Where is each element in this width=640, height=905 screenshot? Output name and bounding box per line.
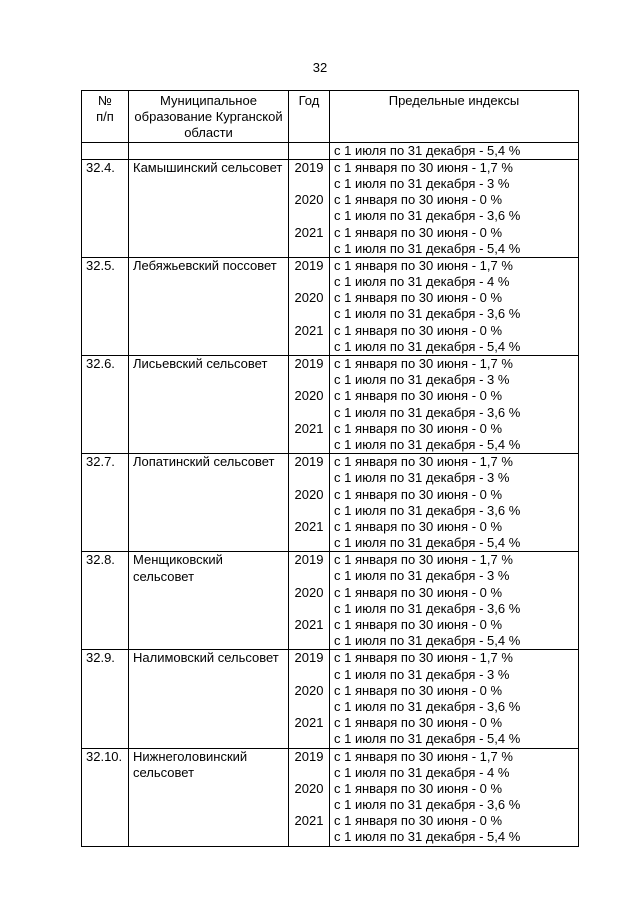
table-row (82, 748, 579, 846)
cell-year (289, 748, 330, 846)
year-line (293, 372, 325, 388)
cell-indices (330, 159, 579, 257)
cell-indices (330, 454, 579, 552)
year-line: 2020 (294, 780, 324, 796)
index-line: с 1 июля по 31 декабря - 3,6 % (334, 797, 521, 813)
index-line: с 1 июля по 31 декабря - 3 % (334, 666, 510, 682)
cell-number: 32.4. (82, 159, 129, 257)
year-line: 2019 (294, 356, 324, 372)
year-line: 2020 (294, 584, 324, 600)
table-row (82, 159, 579, 257)
index-line: с 1 января по 30 июня - 1,7 % (334, 159, 513, 175)
table-row (82, 257, 579, 355)
index-line: с 1 июля по 31 декабря - 5,4 % (334, 633, 521, 649)
index-line: с 1 января по 30 июня - 0 % (334, 192, 503, 208)
index-line: с 1 июля по 31 декабря - 5,4 % (334, 142, 521, 158)
index-line: с 1 января по 30 июня - 1,7 % (334, 650, 513, 666)
year-line: 2021 (294, 617, 324, 633)
index-line: с 1 января по 30 июня - 1,7 % (334, 552, 513, 568)
index-line: с 1 января по 30 июня - 0 % (334, 388, 503, 404)
cell-number: 32.5. (82, 257, 129, 355)
year-line (293, 601, 325, 617)
year-line: 2021 (294, 224, 324, 240)
index-line: с 1 июля по 31 декабря - 3,6 % (334, 600, 521, 616)
year-line (293, 437, 325, 453)
cell-year (289, 650, 330, 748)
cell-year (289, 159, 330, 257)
year-line (293, 797, 325, 813)
index-line: с 1 января по 30 июня - 0 % (334, 617, 503, 633)
table-row (82, 454, 579, 552)
cell-name: Налимовский сельсовет (129, 650, 289, 748)
cell-indices (330, 552, 579, 650)
cell-year (289, 142, 330, 159)
year-line: 2019 (294, 552, 324, 568)
cell-year (289, 454, 330, 552)
year-line: 2021 (294, 813, 324, 829)
year-line: 2019 (294, 454, 324, 470)
cell-indices (330, 257, 579, 355)
index-line: с 1 июля по 31 декабря - 3,6 % (334, 306, 521, 322)
cell-number: 32.6. (82, 356, 129, 454)
year-line (293, 339, 325, 355)
index-line: с 1 июля по 31 декабря - 3 % (334, 470, 510, 486)
index-line: с 1 января по 30 июня - 0 % (334, 486, 503, 502)
year-line: 2020 (294, 192, 324, 208)
index-line: с 1 июля по 31 декабря - 4 % (334, 764, 510, 780)
cell-name (129, 142, 289, 159)
year-line (293, 306, 325, 322)
cell-year (289, 356, 330, 454)
header-municipality: Муниципальное образование Курганской области (129, 91, 289, 143)
index-line: с 1 июля по 31 декабря - 3 % (334, 372, 510, 388)
cell-name: Менщиковский сельсовет (129, 552, 289, 650)
year-line (293, 274, 325, 290)
continuation-row (82, 142, 579, 159)
cell-year (289, 552, 330, 650)
year-line: 2021 (294, 322, 324, 338)
cell-name: Лисьевский сельсовет (129, 356, 289, 454)
index-line: с 1 января по 30 июня - 1,7 % (334, 748, 513, 764)
year-line (293, 405, 325, 421)
year-line (293, 241, 325, 257)
year-line (293, 699, 325, 715)
year-line (293, 535, 325, 551)
index-line: с 1 июля по 31 декабря - 3,6 % (334, 698, 521, 714)
table-body (82, 142, 579, 846)
cell-number (82, 142, 129, 159)
year-line (293, 633, 325, 649)
cell-name: Нижнеголовинский сельсовет (129, 748, 289, 846)
index-line: с 1 июля по 31 декабря - 3,6 % (334, 404, 521, 420)
index-line: с 1 января по 30 июня - 0 % (334, 584, 503, 600)
cell-name: Лебяжьевский поссовет (129, 257, 289, 355)
year-line: 2019 (294, 257, 324, 273)
index-line: с 1 июля по 31 декабря - 5,4 % (334, 535, 521, 551)
index-line: с 1 января по 30 июня - 0 % (334, 780, 503, 796)
index-line: с 1 января по 30 июня - 0 % (334, 322, 503, 338)
index-line: с 1 января по 30 июня - 0 % (334, 224, 503, 240)
year-line (293, 765, 325, 781)
cell-name: Камышинский сельсовет (129, 159, 289, 257)
year-line: 2020 (294, 486, 324, 502)
index-line: с 1 января по 30 июня - 0 % (334, 420, 503, 436)
cell-indices (330, 142, 579, 159)
page-number: 32 (312, 60, 328, 75)
index-line: с 1 января по 30 июня - 0 % (334, 290, 503, 306)
year-line: 2020 (294, 290, 324, 306)
cell-number: 32.7. (82, 454, 129, 552)
year-line: 2020 (294, 682, 324, 698)
index-line: с 1 января по 30 июня - 1,7 % (334, 454, 513, 470)
year-line (293, 731, 325, 747)
year-line: 2019 (294, 748, 324, 764)
index-line: с 1 июля по 31 декабря - 4 % (334, 274, 510, 290)
indices-table (81, 90, 579, 847)
index-line: с 1 января по 30 июня - 0 % (334, 518, 503, 534)
index-line: с 1 июля по 31 декабря - 3,6 % (334, 502, 521, 518)
cell-number: 32.8. (82, 552, 129, 650)
index-line: с 1 июля по 31 декабря - 3 % (334, 175, 510, 191)
table-header-row (82, 91, 579, 143)
index-line: с 1 июля по 31 декабря - 3,6 % (334, 208, 521, 224)
table-row (82, 552, 579, 650)
header-year: Год (289, 91, 330, 143)
index-line: с 1 июля по 31 декабря - 5,4 % (334, 240, 521, 256)
cell-indices (330, 650, 579, 748)
year-line (293, 503, 325, 519)
year-line (293, 667, 325, 683)
year-line (293, 208, 325, 224)
cell-number: 32.9. (82, 650, 129, 748)
index-line: с 1 июля по 31 декабря - 5,4 % (334, 731, 521, 747)
index-line: с 1 января по 30 июня - 0 % (334, 682, 503, 698)
year-line (293, 176, 325, 192)
index-line: с 1 января по 30 июня - 0 % (334, 813, 503, 829)
table-row (82, 650, 579, 748)
year-line (293, 568, 325, 584)
index-line: с 1 января по 30 июня - 1,7 % (334, 257, 513, 273)
cell-year (289, 257, 330, 355)
year-line: 2019 (294, 159, 324, 175)
year-line (293, 829, 325, 845)
year-line: 2021 (294, 518, 324, 534)
cell-indices (330, 356, 579, 454)
header-number: № п/п (82, 91, 129, 143)
index-line: с 1 июля по 31 декабря - 5,4 % (334, 829, 521, 845)
index-line: с 1 января по 30 июня - 1,7 % (334, 356, 513, 372)
index-line: с 1 июля по 31 декабря - 5,4 % (334, 436, 521, 452)
table-row (82, 356, 579, 454)
cell-name: Лопатинский сельсовет (129, 454, 289, 552)
year-line: 2021 (294, 420, 324, 436)
year-line (293, 470, 325, 486)
index-line: с 1 января по 30 июня - 0 % (334, 715, 503, 731)
year-line: 2021 (294, 715, 324, 731)
header-indices: Предельные индексы (330, 91, 579, 143)
cell-indices (330, 748, 579, 846)
index-line: с 1 июля по 31 декабря - 5,4 % (334, 338, 521, 354)
year-line: 2019 (294, 650, 324, 666)
year-line: 2020 (294, 388, 324, 404)
index-line: с 1 июля по 31 декабря - 3 % (334, 568, 510, 584)
cell-number: 32.10. (82, 748, 129, 846)
